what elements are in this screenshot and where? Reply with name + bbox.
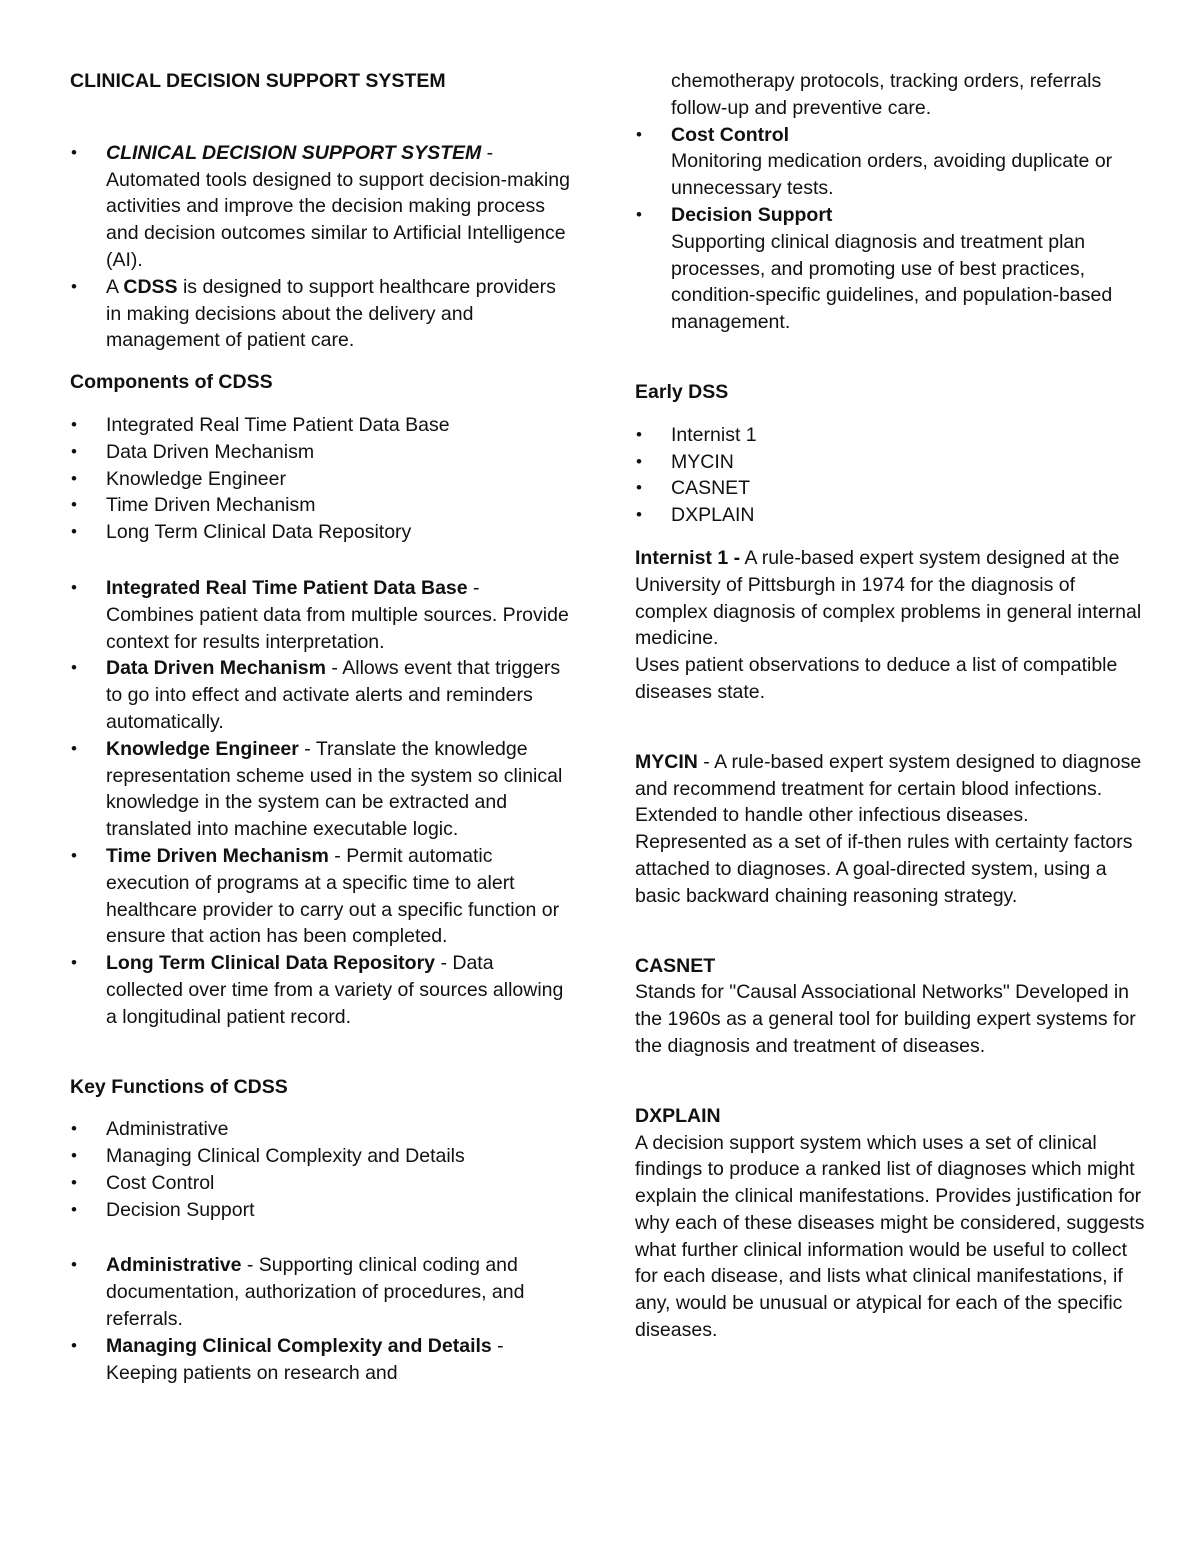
detail-item: • Long Term Clinical Data Repository - Data collected over time from a variety of sources allowing a longitudinal patient record.: [71, 952, 564, 1028]
list-item: • Decision Support: [70, 1197, 570, 1224]
bullet-icon: •: [71, 1119, 77, 1139]
dxplain-description: A decision support system which uses a set of clinical findings to produce a ranked list of diagnoses which might explain the clinical manifestations. Provides justification for why each of these diseases might be considered, suggests what further clinical information would be useful to collect for each disease, and lists what clinical manifestations, if any, would be unusual or atypical for each of the specific diseases.: [635, 1131, 1145, 1342]
intro-item-cdss-definition: • CLINICAL DECISION SUPPORT SYSTEM - Automated tools designed to support decision-making activities and improve the decision making process and decision outcomes similar to Artificial Intelligence (AI).: [71, 141, 570, 271]
components-heading: Components of CDSS: [70, 371, 273, 394]
bullet-icon: •: [71, 1255, 77, 1275]
bullet-icon: •: [636, 424, 642, 444]
internist-description-2: Uses patient observations to deduce a list of compatible diseases state.: [635, 654, 1118, 703]
detail-item: • Cost Control Monitoring medication orders, avoiding duplicate or unnecessary tests.: [636, 123, 1113, 200]
detail-item: • Time Driven Mechanism - Permit automatic execution of programs at a specific time to alert healthcare provider to carry out a specific function or ensure that action has been completed.: [71, 844, 560, 948]
intro-list: [70, 140, 570, 354]
list-item: • Integrated Real Time Patient Data Base: [70, 412, 570, 439]
bullet-icon: •: [71, 1335, 77, 1355]
detail-item: • Managing Clinical Complexity and Details - Keeping patients on research and: [71, 1334, 504, 1384]
bullet-icon: •: [636, 505, 642, 525]
early-dss-list: [635, 422, 1145, 529]
key-functions-list: [70, 1116, 570, 1223]
detail-item: • Knowledge Engineer - Translate the knowledge representation scheme used in the system so clinical knowledge in the system can be extracted and translated into machine executable logic.: [71, 737, 563, 841]
list-item: • Administrative: [70, 1116, 570, 1143]
list-item: • DXPLAIN: [635, 502, 1145, 529]
early-dss-heading: Early DSS: [635, 380, 729, 403]
bullet-icon: •: [71, 441, 77, 461]
bullet-icon: •: [71, 414, 77, 434]
bullet-icon: •: [636, 124, 642, 144]
key-functions-heading: Key Functions of CDSS: [70, 1075, 288, 1098]
right-column: [635, 68, 1145, 1344]
list-item: • Data Driven Mechanism: [70, 439, 570, 466]
intro-item-cdss-purpose: • A CDSS is designed to support healthcare providers in making decisions about the delivery and management of patient care.: [71, 275, 556, 352]
bullet-icon: •: [71, 658, 77, 678]
list-item: • MYCIN: [635, 449, 1145, 476]
bullet-icon: •: [71, 522, 77, 542]
bullet-icon: •: [636, 478, 642, 498]
detail-item: • Decision Support Supporting clinical diagnosis and treatment plan processes, and promoting use of best practices, condition-specific guidelines, and population-based management.: [636, 203, 1113, 334]
internist-description: Internist 1 - A rule-based expert system designed at the University of Pittsburgh in 1974 for the diagnosis of complex diagnosis of complex problems in general internal medicine.: [635, 546, 1142, 650]
bullet-icon: •: [71, 1199, 77, 1219]
bullet-icon: •: [71, 1146, 77, 1166]
components-list: [70, 412, 570, 546]
bullet-icon: •: [71, 468, 77, 488]
bullet-icon: •: [71, 845, 77, 865]
detail-item: • Administrative - Supporting clinical coding and documentation, authorization of procedures, and referrals.: [71, 1254, 525, 1331]
bullet-icon: •: [71, 495, 77, 515]
list-item: • Internist 1: [635, 422, 1145, 449]
left-column: [70, 68, 570, 1386]
bullet-icon: •: [636, 204, 642, 224]
detail-item: • Data Driven Mechanism - Allows event that triggers to go into effect and activate alerts and reminders automatically.: [71, 657, 561, 733]
bullet-icon: •: [71, 738, 77, 758]
detail-item: • Integrated Real Time Patient Data Base - Combines patient data from multiple sources. Provide context for results interpretation.: [71, 576, 569, 653]
components-details-list: [70, 575, 570, 1031]
bullet-icon: •: [636, 451, 642, 471]
key-functions-details-continued: [635, 122, 1145, 336]
list-item: • Knowledge Engineer: [70, 466, 570, 493]
casnet-description: Stands for "Causal Associational Networks" Developed in the 1960s as a general tool for building expert systems for the diagnosis and treatment of diseases.: [635, 981, 1136, 1057]
casnet-heading: CASNET: [635, 954, 716, 977]
bullet-icon: •: [71, 276, 77, 296]
mycin-description: MYCIN - A rule-based expert system designed to diagnose and recommend treatment for certain blood infections. Extended to handle other infectious diseases. Represented as a set of if-then rules with certainty factors attached to diagnoses. A goal-directed system, using a basic backward chaining reasoning strategy.: [635, 750, 1142, 907]
list-item: • Managing Clinical Complexity and Details: [70, 1143, 570, 1170]
list-item: • Cost Control: [70, 1170, 570, 1197]
list-item: • Time Driven Mechanism: [70, 492, 570, 519]
bullet-icon: •: [71, 953, 77, 973]
bullet-icon: •: [71, 577, 77, 597]
key-functions-details-list: [70, 1252, 570, 1386]
continuation-text: chemotherapy protocols, tracking orders, referrals follow-up and preventive care.: [671, 70, 1102, 119]
dxplain-heading: DXPLAIN: [635, 1104, 721, 1127]
list-item: • Long Term Clinical Data Repository: [70, 519, 570, 546]
bullet-icon: •: [71, 142, 77, 162]
list-item: • CASNET: [635, 475, 1145, 502]
bullet-icon: •: [71, 1172, 77, 1192]
document-title: CLINICAL DECISION SUPPORT SYSTEM: [70, 70, 446, 92]
